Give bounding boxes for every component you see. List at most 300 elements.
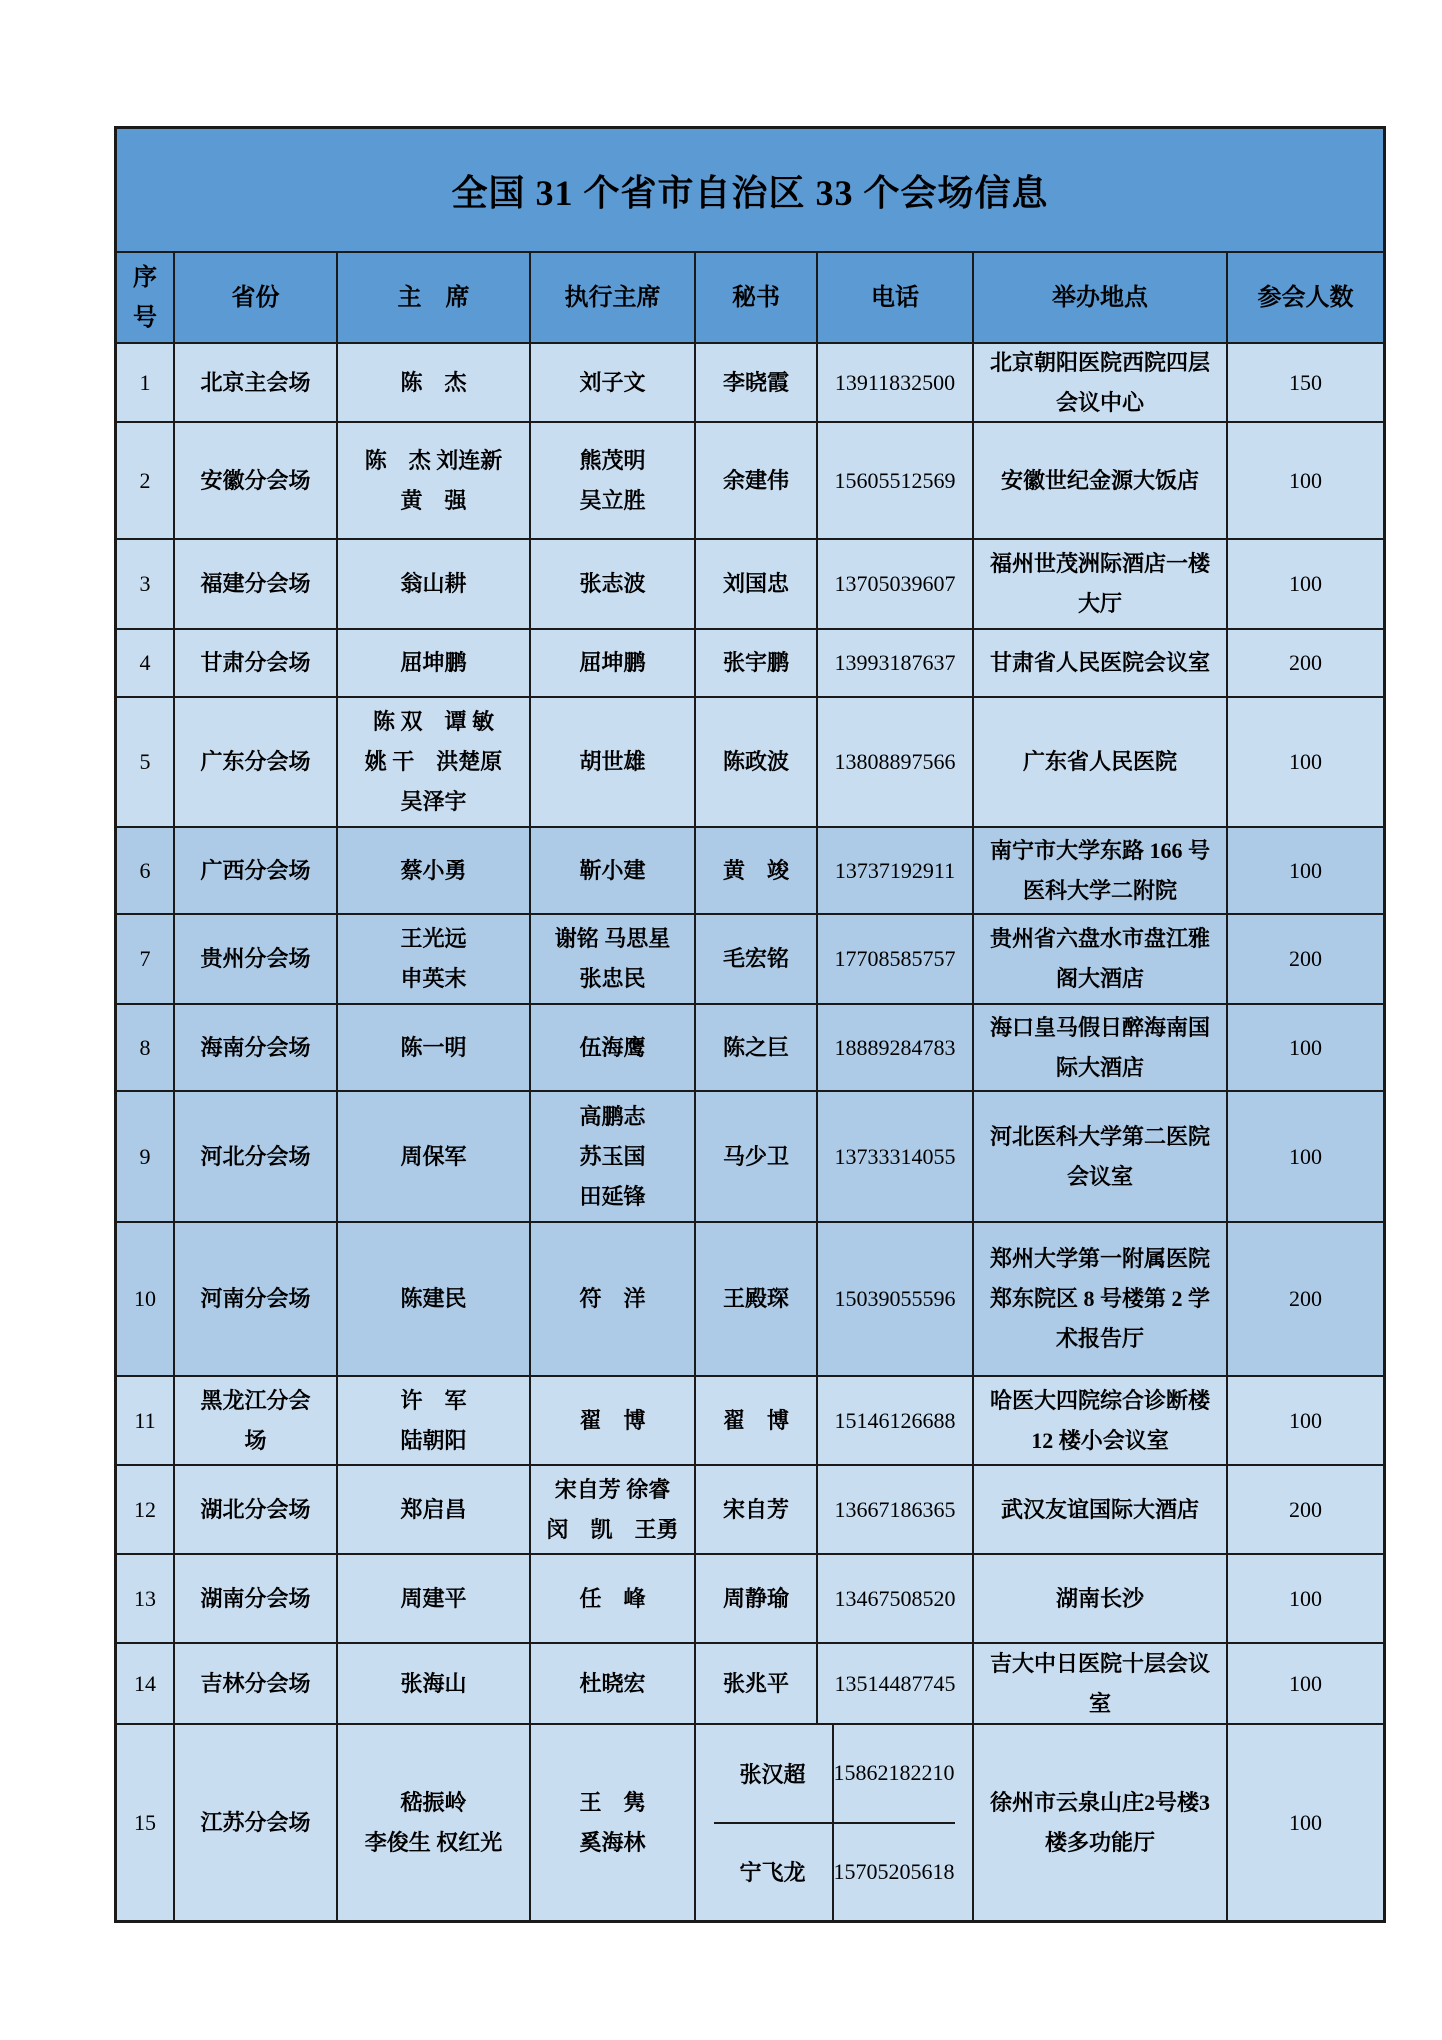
cell-secretary-text: 王殿琛 <box>722 1286 789 1311</box>
cell-exec-chairman-text: 刘子文 <box>579 369 646 395</box>
cell-exec-chairman <box>531 1377 696 1464</box>
cell-exec-chairman-text: 奚海林 <box>579 1829 646 1855</box>
cell-exec-chairman-text: 吴立胜 <box>579 487 646 513</box>
cell-exec-chairman <box>531 540 696 628</box>
cell-secretary-text: 李晓霞 <box>722 369 789 395</box>
cell-venue-text: 会议室 <box>1066 1163 1133 1189</box>
cell-secretary-text: 陈政波 <box>722 749 789 774</box>
cell-no-text: 6 <box>139 857 151 883</box>
cell-venue-text: 湖南长沙 <box>1055 1585 1144 1611</box>
cell-exec-chairman <box>531 1092 696 1221</box>
cell-attendees-text: 100 <box>1289 1809 1322 1835</box>
cell-venue <box>974 1555 1228 1642</box>
cell-chairman-text: 张海山 <box>400 1670 467 1696</box>
cell-province <box>175 1466 338 1553</box>
cell-province <box>175 1377 338 1464</box>
cell-province-text: 河北分会场 <box>200 1143 311 1169</box>
cell-no <box>117 540 175 628</box>
cell-no-text: 11 <box>134 1407 156 1433</box>
cell-phone <box>818 1555 974 1642</box>
cell-province <box>175 1555 338 1642</box>
cell-chairman <box>338 1725 531 1920</box>
cell-chairman-text: 郑启昌 <box>400 1496 467 1522</box>
cell-chairman-text: 嵇振岭 <box>400 1789 467 1815</box>
cell-attendees <box>1228 698 1383 826</box>
cell-attendees <box>1228 1005 1383 1090</box>
cell-phone <box>818 1092 974 1221</box>
cell-chairman <box>338 698 531 826</box>
cell-secretary <box>696 1377 818 1464</box>
cell-exec-chairman <box>531 1725 696 1920</box>
table-body <box>117 344 1383 1920</box>
cell-province-text: 福建分会场 <box>200 571 311 596</box>
cell-phone-text: 13993187637 <box>834 650 956 675</box>
header-cell-4-text: 秘书 <box>732 284 780 311</box>
cell-venue-text: 海口皇马假日醉海南国 <box>989 1014 1210 1040</box>
cell-chairman <box>338 630 531 696</box>
cell-attendees-text: 200 <box>1289 1496 1322 1522</box>
cell-venue-text: 南宁市大学东路 166 号 <box>989 837 1210 863</box>
cell-province <box>175 915 338 1003</box>
cell-chairman-text: 翁山耕 <box>400 571 467 596</box>
cell-attendees-text: 200 <box>1289 946 1322 971</box>
cell-no <box>117 1377 175 1464</box>
cell-exec-chairman <box>531 1466 696 1553</box>
cell-no-text: 1 <box>139 369 151 395</box>
cell-chairman-text: 陈 双 谭 敏 <box>372 709 494 734</box>
cell-phone-text: 13737192911 <box>834 857 956 883</box>
cell-attendees-text: 100 <box>1289 1585 1322 1611</box>
cell-venue <box>974 698 1228 826</box>
cell-no <box>117 1092 175 1221</box>
cell-exec-chairman-text: 苏玉国 <box>579 1143 646 1169</box>
cell-chairman-text: 周保军 <box>400 1143 467 1169</box>
cell-secretary-text: 刘国忠 <box>722 571 789 596</box>
cell-venue <box>974 1466 1228 1553</box>
cell-province-text: 北京主会场 <box>200 369 311 395</box>
cell-chairman <box>338 1092 531 1221</box>
cell-exec-chairman <box>531 1644 696 1723</box>
cell-chairman-text: 蔡小勇 <box>400 857 467 883</box>
cell-secretary <box>696 915 818 1003</box>
header-cell-4 <box>696 253 818 342</box>
cell-province <box>175 698 338 826</box>
cell-exec-chairman <box>531 423 696 538</box>
cell-venue <box>974 1092 1228 1221</box>
cell-attendees-text: 100 <box>1289 467 1322 493</box>
cell-phone <box>818 540 974 628</box>
cell-province <box>175 828 338 913</box>
header-cell-2-text: 主 席 <box>397 284 470 311</box>
cell-phone-text: 13705039607 <box>834 571 956 596</box>
header-cell-6 <box>974 253 1228 342</box>
cell-attendees-text: 200 <box>1289 1286 1322 1311</box>
cell-venue <box>974 1644 1228 1723</box>
cell-exec-chairman <box>531 1223 696 1375</box>
cell-attendees <box>1228 1555 1383 1642</box>
cell-exec-chairman <box>531 915 696 1003</box>
cell-chairman <box>338 1223 531 1375</box>
cell-exec-chairman-text: 张志波 <box>579 571 646 596</box>
cell-no-text: 4 <box>139 650 151 675</box>
header-cell-0-text: 号 <box>133 304 157 331</box>
cell-province-text: 黑龙江分会 <box>200 1387 311 1413</box>
cell-secretary <box>696 423 818 538</box>
cell-venue-text: 郑州大学第一附属医院 <box>989 1246 1210 1271</box>
header-cell-5 <box>818 253 974 342</box>
cell-no <box>117 915 175 1003</box>
cell-chairman-text: 吴泽宇 <box>400 789 467 814</box>
cell-chairman-text: 陈一明 <box>400 1034 467 1060</box>
cell-venue-text: 际大酒店 <box>1055 1054 1144 1080</box>
cell-province-text: 广东分会场 <box>200 749 311 774</box>
cell-attendees-text: 100 <box>1289 1143 1322 1169</box>
cell-phone <box>818 1005 974 1090</box>
cell-phone-text: 13467508520 <box>834 1585 956 1611</box>
cell-phone <box>818 423 974 538</box>
cell-exec-chairman <box>531 1005 696 1090</box>
cell-exec-chairman-text: 宋自芳 徐睿 <box>554 1476 671 1502</box>
cell-venue-text: 安徽世纪金源大饭店 <box>1000 467 1199 493</box>
cell-venue <box>974 1725 1228 1920</box>
cell-no-text: 14 <box>134 1670 156 1696</box>
cell-venue <box>974 630 1228 696</box>
cell-exec-chairman-text: 田延锋 <box>579 1183 646 1209</box>
cell-chairman <box>338 1466 531 1553</box>
cell-secretary <box>696 1092 818 1221</box>
cell-chairman-text: 陈 杰 刘连新 <box>364 447 503 473</box>
cell-phone <box>818 1377 974 1464</box>
cell-chairman-text: 姚 干 洪楚原 <box>364 749 503 774</box>
cell-province-text: 场 <box>244 1427 267 1453</box>
cell-venue <box>974 423 1228 538</box>
cell-attendees <box>1228 1644 1383 1723</box>
table-title: 全国 31 个省市自治区 33 个会场信息 <box>117 129 1383 253</box>
header-cell-3-text: 执行主席 <box>564 284 661 311</box>
cell-no-text: 9 <box>139 1143 151 1169</box>
cell-attendees <box>1228 1725 1383 1920</box>
table-row <box>117 828 1383 915</box>
cell-phone-text: 15039055596 <box>834 1286 956 1311</box>
cell-phone <box>818 1644 974 1723</box>
cell-venue-text: 12 楼小会议室 <box>1031 1427 1169 1453</box>
cell-venue-text: 室 <box>1088 1690 1111 1716</box>
cell-attendees <box>1228 828 1383 913</box>
table-row <box>117 423 1383 540</box>
cell-secretary-text: 张宇鹏 <box>722 650 789 675</box>
cell-province <box>175 630 338 696</box>
cell-venue-text: 医科大学二附院 <box>1022 877 1177 903</box>
cell-secretary <box>696 344 818 421</box>
cell-secretary <box>696 1555 818 1642</box>
cell-secretary-text: 余建伟 <box>722 467 789 493</box>
table-row <box>117 1725 1383 1920</box>
table-row <box>117 540 1383 630</box>
cell-secretary <box>696 630 818 696</box>
cell-no <box>117 1644 175 1723</box>
cell-phone-text: 17708585757 <box>834 946 956 971</box>
cell-province-text: 甘肃分会场 <box>200 650 311 675</box>
cell-secretary <box>696 1223 818 1375</box>
split-sub-row <box>714 1725 955 1824</box>
cell-phone <box>818 828 974 913</box>
cell-no <box>117 344 175 421</box>
cell-province-text: 安徽分会场 <box>200 467 311 493</box>
table-row <box>117 1005 1383 1092</box>
cell-chairman-text: 陈 杰 <box>400 369 467 395</box>
cell-attendees <box>1228 1377 1383 1464</box>
cell-phone <box>818 915 974 1003</box>
cell-venue-text: 徐州市云泉山庄2号楼3 <box>989 1789 1210 1815</box>
table-row <box>117 1092 1383 1223</box>
cell-venue-text: 会议中心 <box>1055 389 1144 415</box>
table-row <box>117 1555 1383 1644</box>
table-row <box>117 698 1383 828</box>
cell-venue <box>974 1223 1228 1375</box>
table-header-row <box>117 253 1383 344</box>
cell-province-text: 湖北分会场 <box>200 1496 311 1522</box>
header-cell-2 <box>338 253 531 342</box>
cell-exec-chairman-text: 熊茂明 <box>579 447 646 473</box>
cell-exec-chairman-text: 王 隽 <box>579 1789 646 1815</box>
cell-exec-chairman-text: 任 峰 <box>579 1585 646 1611</box>
cell-chairman-text: 李俊生 权红光 <box>364 1829 503 1855</box>
header-cell-7 <box>1228 253 1383 342</box>
cell-secretary <box>696 1466 818 1553</box>
header-cell-1-text: 省份 <box>231 284 280 311</box>
cell-no-text: 10 <box>134 1286 156 1311</box>
cell-secretary: 张汉超 <box>714 1725 834 1822</box>
cell-exec-chairman <box>531 344 696 421</box>
split-sub-row <box>714 1824 955 1921</box>
cell-attendees-text: 100 <box>1289 1034 1322 1060</box>
cell-no <box>117 1223 175 1375</box>
cell-secretary-text: 陈之巨 <box>722 1034 789 1060</box>
header-cell-1 <box>175 253 338 342</box>
table-row <box>117 1223 1383 1377</box>
cell-venue-text: 广东省人民医院 <box>1022 749 1177 774</box>
cell-secretary-text: 张兆平 <box>722 1670 789 1696</box>
cell-exec-chairman-text: 杜晓宏 <box>579 1670 646 1696</box>
cell-chairman-text: 许 军 <box>400 1387 467 1413</box>
cell-venue-text: 甘肃省人民医院会议室 <box>989 650 1210 675</box>
cell-phone: 15705205618 <box>833 1858 955 1884</box>
cell-attendees <box>1228 344 1383 421</box>
cell-no <box>117 630 175 696</box>
cell-province <box>175 1725 338 1920</box>
cell-no-text: 8 <box>139 1034 151 1060</box>
cell-phone <box>818 1223 974 1375</box>
cell-chairman-text: 申英末 <box>400 966 467 991</box>
cell-exec-chairman-text: 靳小建 <box>579 857 646 883</box>
cell-province-text: 江苏分会场 <box>200 1809 311 1835</box>
cell-province-text: 广西分会场 <box>200 857 311 883</box>
table-row <box>117 344 1383 423</box>
cell-chairman-text: 周建平 <box>400 1585 467 1611</box>
cell-secretary <box>696 540 818 628</box>
cell-venue-text: 北京朝阳医院西院四层 <box>989 349 1210 375</box>
cell-attendees-text: 200 <box>1289 650 1322 675</box>
cell-no <box>117 828 175 913</box>
cell-phone-text: 13514487745 <box>834 1670 956 1696</box>
cell-exec-chairman-text: 高鹏志 <box>579 1103 646 1129</box>
cell-chairman <box>338 1555 531 1642</box>
cell-no-text: 3 <box>139 571 151 596</box>
cell-attendees-text: 100 <box>1289 1670 1322 1696</box>
cell-no-text: 15 <box>134 1809 156 1835</box>
header-cell-6-text: 举办地点 <box>1052 284 1148 311</box>
header-cell-0 <box>117 253 175 342</box>
cell-exec-chairman <box>531 698 696 826</box>
cell-attendees-text: 100 <box>1289 857 1322 883</box>
cell-chairman-text: 黄 强 <box>400 487 467 513</box>
cell-secretary-text: 黄 竣 <box>722 857 789 883</box>
cell-province <box>175 1092 338 1221</box>
cell-venue-text: 河北医科大学第二医院 <box>989 1123 1210 1149</box>
cell-phone-text: 15605512569 <box>834 467 956 493</box>
cell-secretary <box>696 1644 818 1723</box>
cell-no <box>117 1005 175 1090</box>
cell-attendees <box>1228 1223 1383 1375</box>
cell-phone: 15862182210 <box>833 1760 955 1786</box>
cell-no <box>117 698 175 826</box>
cell-phone <box>818 698 974 826</box>
cell-attendees-text: 100 <box>1289 1407 1322 1433</box>
cell-chairman-text: 屈坤鹏 <box>400 650 467 675</box>
cell-venue-text: 福州世茂洲际酒店一楼 <box>989 551 1210 576</box>
cell-phone <box>818 630 974 696</box>
cell-secretary-phone-split <box>696 1725 974 1920</box>
cell-province-text: 河南分会场 <box>200 1286 311 1311</box>
cell-exec-chairman-text: 符 洋 <box>579 1286 646 1311</box>
cell-chairman-text: 王光远 <box>400 926 467 951</box>
cell-attendees <box>1228 1092 1383 1221</box>
cell-province-text: 海南分会场 <box>200 1034 311 1060</box>
cell-exec-chairman <box>531 630 696 696</box>
cell-venue-text: 大厅 <box>1077 591 1122 616</box>
cell-no-text: 12 <box>134 1496 156 1522</box>
cell-venue <box>974 828 1228 913</box>
cell-secretary <box>696 828 818 913</box>
cell-exec-chairman-text: 张忠民 <box>579 966 646 991</box>
cell-attendees-text: 100 <box>1289 571 1322 596</box>
cell-phone-text: 13911832500 <box>834 369 956 395</box>
cell-phone-text: 13667186365 <box>834 1496 956 1522</box>
cell-attendees-text: 100 <box>1289 749 1322 774</box>
cell-province <box>175 423 338 538</box>
cell-attendees <box>1228 1466 1383 1553</box>
cell-secretary-text: 宋自芳 <box>722 1496 789 1522</box>
header-cell-5-text: 电话 <box>871 284 919 311</box>
cell-exec-chairman-text: 屈坤鹏 <box>579 650 646 675</box>
cell-venue <box>974 915 1228 1003</box>
cell-phone-text: 13733314055 <box>834 1143 956 1169</box>
cell-venue <box>974 1377 1228 1464</box>
cell-attendees <box>1228 630 1383 696</box>
cell-chairman <box>338 828 531 913</box>
cell-province <box>175 1005 338 1090</box>
cell-phone-text: 18889284783 <box>834 1034 956 1060</box>
cell-venue-text: 吉大中日医院十层会议 <box>989 1650 1210 1676</box>
header-cell-3 <box>531 253 696 342</box>
cell-venue <box>974 540 1228 628</box>
table-row <box>117 1466 1383 1555</box>
cell-phone <box>818 344 974 421</box>
cell-venue-text: 阁大酒店 <box>1055 966 1144 991</box>
cell-venue-text: 楼多功能厅 <box>1044 1829 1155 1855</box>
cell-attendees-text: 150 <box>1289 369 1322 395</box>
cell-chairman <box>338 423 531 538</box>
cell-no-text: 13 <box>134 1585 156 1611</box>
cell-no <box>117 1466 175 1553</box>
cell-secretary: 宁飞龙 <box>714 1824 834 1921</box>
cell-province-text: 吉林分会场 <box>200 1670 311 1696</box>
cell-exec-chairman-text: 伍海鹰 <box>579 1034 646 1060</box>
cell-attendees <box>1228 915 1383 1003</box>
cell-secretary <box>696 1005 818 1090</box>
cell-no <box>117 423 175 538</box>
cell-venue <box>974 1005 1228 1090</box>
cell-no-text: 2 <box>139 467 151 493</box>
cell-venue <box>974 344 1228 421</box>
cell-no <box>117 1555 175 1642</box>
table-row <box>117 1377 1383 1466</box>
cell-chairman <box>338 915 531 1003</box>
cell-chairman <box>338 1005 531 1090</box>
cell-province <box>175 1223 338 1375</box>
cell-secretary-text: 翟 博 <box>722 1407 789 1433</box>
cell-exec-chairman <box>531 1555 696 1642</box>
cell-attendees <box>1228 540 1383 628</box>
cell-attendees <box>1228 423 1383 538</box>
cell-venue-text: 哈医大四院综合诊断楼 <box>989 1387 1210 1413</box>
cell-chairman <box>338 1377 531 1464</box>
cell-no-text: 7 <box>139 946 151 971</box>
cell-venue-text: 术报告厅 <box>1055 1326 1144 1351</box>
table-row <box>117 1644 1383 1725</box>
cell-no <box>117 1725 175 1920</box>
cell-secretary-text: 毛宏铭 <box>722 946 789 971</box>
cell-province-text: 湖南分会场 <box>200 1585 311 1611</box>
cell-phone-text: 15146126688 <box>834 1407 956 1433</box>
cell-chairman-text: 陈建民 <box>400 1286 467 1311</box>
header-cell-0-text: 序 <box>133 264 157 291</box>
cell-chairman <box>338 1644 531 1723</box>
cell-exec-chairman-text: 胡世雄 <box>579 749 646 774</box>
cell-secretary-text: 马少卫 <box>722 1143 789 1169</box>
cell-exec-chairman-text: 闵 凯 王勇 <box>546 1516 679 1542</box>
cell-chairman <box>338 344 531 421</box>
cell-secretary <box>696 698 818 826</box>
cell-exec-chairman-text: 谢铭 马思星 <box>554 926 671 951</box>
table-row <box>117 630 1383 698</box>
cell-chairman-text: 陆朝阳 <box>400 1427 467 1453</box>
cell-province <box>175 344 338 421</box>
cell-no-text: 5 <box>139 749 151 774</box>
cell-chairman <box>338 540 531 628</box>
cell-venue-text: 郑东院区 8 号楼第 2 学 <box>989 1286 1210 1311</box>
cell-exec-chairman-text: 翟 博 <box>579 1407 646 1433</box>
header-cell-7-text: 参会人数 <box>1257 284 1354 311</box>
cell-exec-chairman <box>531 828 696 913</box>
cell-venue-text: 武汉友谊国际大酒店 <box>1000 1496 1199 1522</box>
table-row <box>117 915 1383 1005</box>
cell-province-text: 贵州分会场 <box>200 946 311 971</box>
cell-venue-text: 贵州省六盘水市盘江雅 <box>989 926 1210 951</box>
cell-phone-text: 13808897566 <box>834 749 956 774</box>
cell-phone <box>818 1466 974 1553</box>
cell-secretary-text: 周静瑜 <box>722 1585 789 1611</box>
